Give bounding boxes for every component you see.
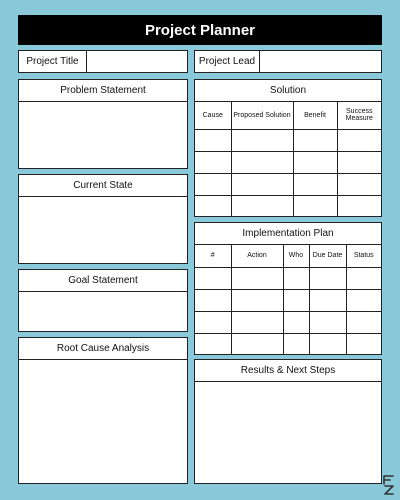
table-cell[interactable] <box>231 267 283 289</box>
problem-statement-heading: Problem Statement <box>19 80 187 102</box>
problem-statement-box <box>18 79 188 169</box>
table-cell[interactable] <box>195 267 231 289</box>
implementation-plan-heading: Implementation Plan <box>195 223 381 245</box>
table-cell[interactable] <box>231 289 283 311</box>
problem-statement-area[interactable] <box>19 102 187 168</box>
table-cell[interactable] <box>346 267 381 289</box>
table-cell[interactable] <box>346 289 381 311</box>
solution-heading: Solution <box>195 80 381 102</box>
table-cell[interactable] <box>283 333 309 355</box>
table-cell[interactable] <box>195 129 231 151</box>
table-cell[interactable] <box>309 333 346 355</box>
table-cell[interactable] <box>195 195 231 217</box>
solution-col-proposed-solution: Proposed Solution <box>231 102 293 129</box>
table-cell[interactable] <box>231 173 293 195</box>
solution-col-benefit: Benefit <box>293 102 337 129</box>
page-title-bar <box>18 15 382 45</box>
page-title: Project Planner <box>144 21 256 39</box>
table-cell[interactable] <box>195 289 231 311</box>
implementation-col-who: Who <box>283 245 309 267</box>
table-cell[interactable] <box>293 151 337 173</box>
results-next-steps-area[interactable] <box>195 382 381 483</box>
results-next-steps-heading: Results & Next Steps <box>195 360 381 382</box>
implementation-col-due-date: Due Date <box>309 245 346 267</box>
table-cell[interactable] <box>337 173 381 195</box>
table-cell[interactable] <box>346 311 381 333</box>
table-cell[interactable] <box>283 311 309 333</box>
current-state-heading: Current State <box>19 175 187 197</box>
table-cell[interactable] <box>195 333 231 355</box>
solution-table <box>195 102 381 217</box>
root-cause-analysis-box <box>18 337 188 484</box>
goal-statement-box <box>18 269 188 332</box>
implementation-plan-table <box>195 245 381 355</box>
table-cell[interactable] <box>309 289 346 311</box>
goal-statement-area[interactable] <box>19 292 187 331</box>
project-title-field <box>18 50 188 73</box>
table-cell[interactable] <box>195 151 231 173</box>
table-cell[interactable] <box>231 151 293 173</box>
table-cell[interactable] <box>293 129 337 151</box>
table-cell[interactable] <box>293 195 337 217</box>
table-cell[interactable] <box>309 267 346 289</box>
implementation-col-number: # <box>195 245 231 267</box>
table-cell[interactable] <box>231 129 293 151</box>
project-title-input[interactable] <box>87 51 187 72</box>
table-cell[interactable] <box>283 267 309 289</box>
implementation-col-status: Status <box>346 245 381 267</box>
solution-col-cause: Cause <box>195 102 231 129</box>
table-cell[interactable] <box>337 195 381 217</box>
solution-col-success-measure: Success Measure <box>337 102 381 129</box>
table-cell[interactable] <box>231 195 293 217</box>
current-state-area[interactable] <box>19 197 187 263</box>
table-cell[interactable] <box>309 311 346 333</box>
root-cause-analysis-area[interactable] <box>19 360 187 483</box>
table-cell[interactable] <box>195 173 231 195</box>
table-cell[interactable] <box>337 129 381 151</box>
project-lead-label: Project Lead <box>195 51 260 72</box>
table-cell[interactable] <box>231 311 283 333</box>
table-cell[interactable] <box>283 289 309 311</box>
table-cell[interactable] <box>346 333 381 355</box>
table-cell[interactable] <box>195 311 231 333</box>
root-cause-analysis-heading: Root Cause Analysis <box>19 338 187 360</box>
table-cell[interactable] <box>293 173 337 195</box>
implementation-plan-box <box>194 222 382 355</box>
table-cell[interactable] <box>231 333 283 355</box>
goal-statement-heading: Goal Statement <box>19 270 187 292</box>
project-lead-field <box>194 50 382 73</box>
table-cell[interactable] <box>337 151 381 173</box>
results-next-steps-box <box>194 359 382 484</box>
implementation-col-action: Action <box>231 245 283 267</box>
fz-logo <box>382 474 396 496</box>
current-state-box <box>18 174 188 264</box>
project-lead-input[interactable] <box>260 51 381 72</box>
project-title-label: Project Title <box>19 51 87 72</box>
solution-box <box>194 79 382 217</box>
